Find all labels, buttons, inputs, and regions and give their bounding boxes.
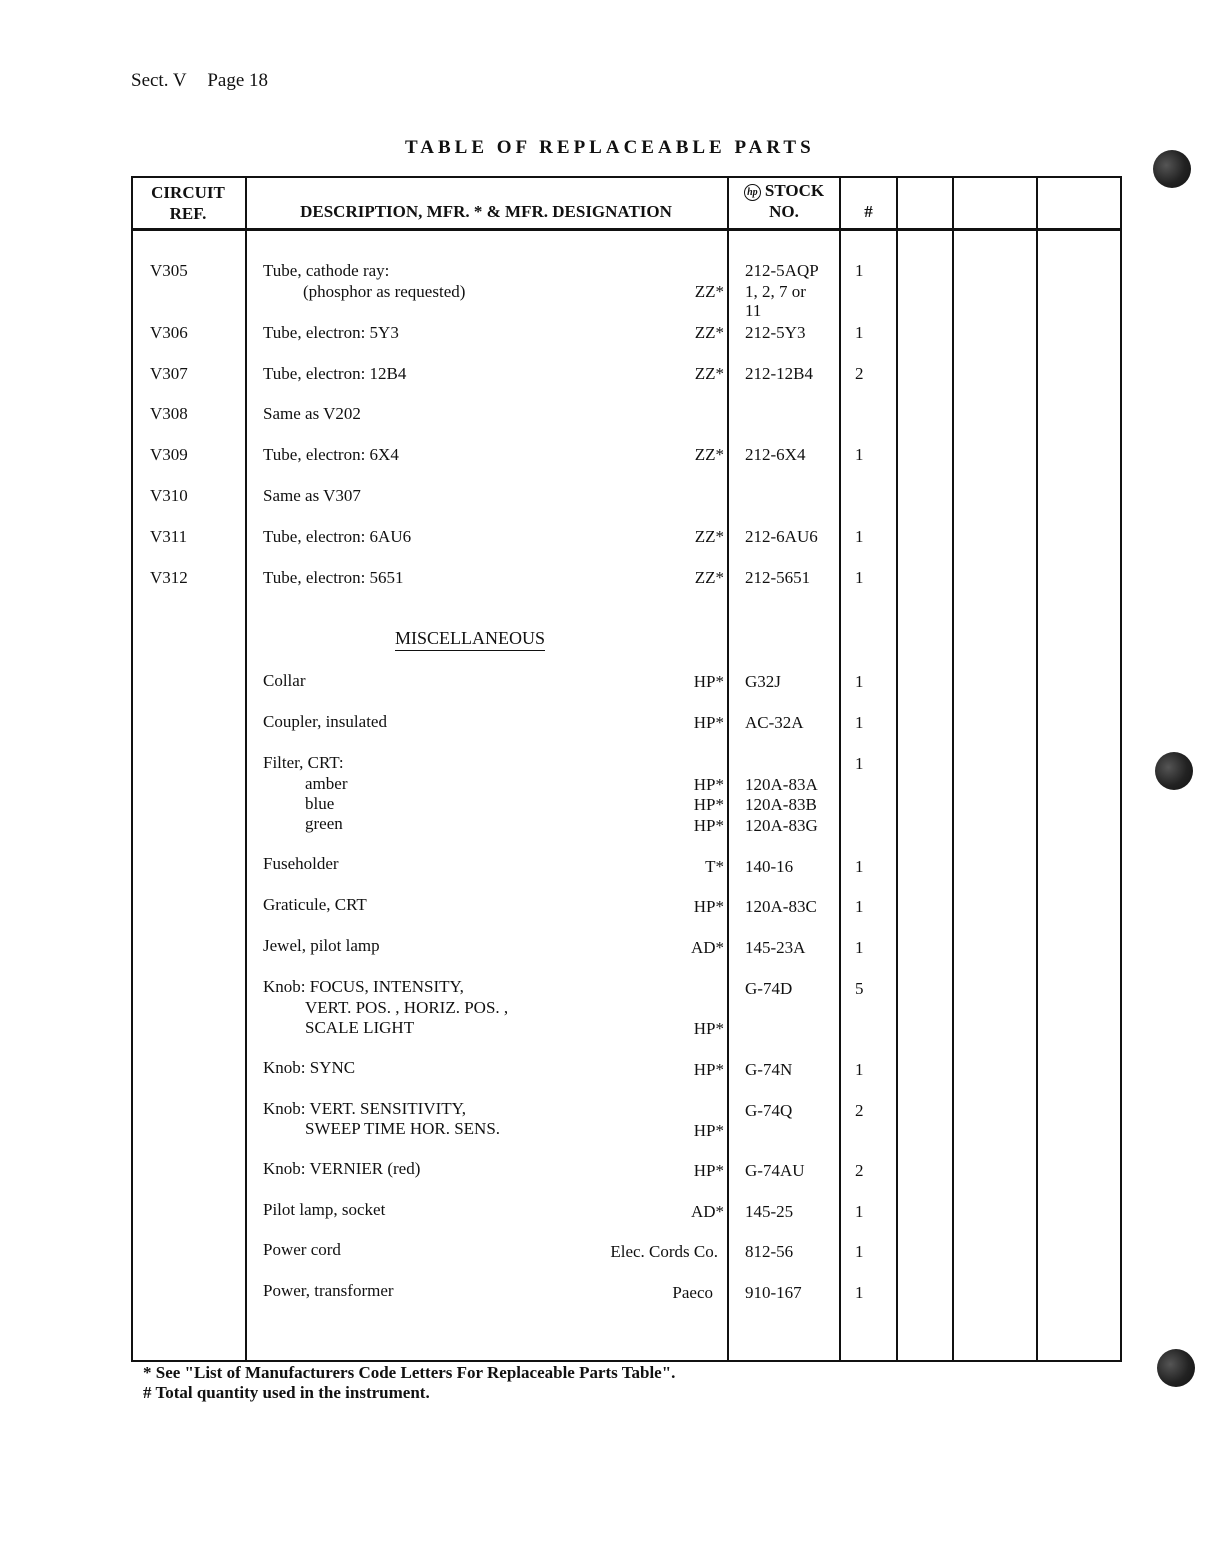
- binder-hole-icon: [1155, 752, 1193, 790]
- table-row-stock: 212-5Y3: [745, 323, 806, 342]
- table-row-qty: 2: [855, 364, 864, 383]
- list-item-mfr: Elec. Cords Co.: [610, 1242, 718, 1261]
- table-row-qty: 1: [855, 568, 864, 587]
- table-row-qty: 1: [855, 323, 864, 342]
- table-row-mfr: ZZ*: [694, 527, 724, 546]
- list-item-qty: 1: [855, 1060, 864, 1079]
- list-item-mfr: HP*: [693, 672, 724, 691]
- list-item-desc: Knob: SYNC: [263, 1058, 356, 1077]
- list-item-desc: blue: [305, 794, 335, 813]
- table-row-stock: 212-6X4: [745, 445, 806, 464]
- list-item-desc: Knob: VERNIER (red): [263, 1159, 421, 1178]
- column-divider: [245, 176, 247, 1362]
- list-item-mfr: AD*: [690, 938, 724, 957]
- header-quantity: #: [864, 202, 873, 221]
- table-row-mfr: ZZ*: [694, 445, 724, 464]
- footnote-manufacturers: * See "List of Manufacturers Code Letters For Replaceable Parts Table".: [143, 1363, 676, 1382]
- list-item-desc: VERT. POS. , HORIZ. POS. ,: [305, 998, 509, 1017]
- list-item-stock: G-74D: [745, 979, 793, 998]
- list-item-stock: 120A-83B: [745, 795, 817, 814]
- list-item-mfr: HP*: [693, 775, 724, 794]
- table-row-ref: V311: [150, 527, 188, 546]
- table-row-ref: V308: [150, 404, 188, 423]
- list-item-mfr: HP*: [693, 795, 724, 814]
- list-item-qty: 1: [855, 713, 864, 732]
- list-item-mfr: HP*: [693, 1121, 724, 1140]
- column-divider: [727, 176, 729, 1362]
- list-item-stock: 120A-83A: [745, 775, 818, 794]
- table-row-desc: (phosphor as requested): [303, 282, 466, 301]
- list-item-desc: Jewel, pilot lamp: [263, 936, 380, 955]
- column-divider: [896, 176, 898, 1362]
- list-item-desc: Power cord: [263, 1240, 341, 1259]
- list-item-stock: 120A-83G: [745, 816, 818, 835]
- table-row-qty: 1: [855, 445, 864, 464]
- list-item-mfr: T*: [705, 857, 724, 876]
- list-item-stock: 145-23A: [745, 938, 806, 957]
- header-divider: [131, 228, 1122, 231]
- table-row-ref: V307: [150, 364, 188, 383]
- list-item-qty: 1: [855, 938, 864, 957]
- table-row-stock: 212-6AU6: [745, 527, 818, 546]
- table-row-stock: 212-12B4: [745, 364, 813, 383]
- table-row-desc: Same as V202: [263, 404, 361, 423]
- list-item-desc: Collar: [263, 671, 306, 690]
- table-row-ref: V305: [150, 261, 188, 280]
- list-item-mfr: HP*: [693, 713, 724, 732]
- list-item-desc: SCALE LIGHT: [305, 1018, 415, 1037]
- table-row-desc: Tube, electron: 12B4: [263, 364, 407, 383]
- list-item-desc: Knob: FOCUS, INTENSITY,: [263, 977, 464, 996]
- list-item-mfr: HP*: [693, 1019, 724, 1038]
- list-item-qty: 5: [855, 979, 864, 998]
- table-row-desc: Tube, electron: 6X4: [263, 445, 399, 464]
- table-row-qty: 1: [855, 261, 864, 280]
- list-item-stock: 812-56: [745, 1242, 794, 1261]
- list-item-stock: G-74N: [745, 1060, 793, 1079]
- list-item-desc: Fuseholder: [263, 854, 339, 873]
- table-row-mfr: ZZ*: [694, 568, 724, 587]
- column-divider: [952, 176, 954, 1362]
- header-description: DESCRIPTION, MFR. * & MFR. DESIGNATION: [300, 202, 672, 221]
- list-item-desc: green: [305, 814, 343, 833]
- table-row-ref: V312: [150, 568, 188, 587]
- table-row-desc: Tube, cathode ray:: [263, 261, 390, 280]
- table-row-ref: V309: [150, 445, 188, 464]
- list-item-desc: amber: [305, 774, 348, 793]
- table-row-ref: V306: [150, 323, 188, 342]
- table-row-desc: Tube, electron: 5651: [263, 568, 404, 587]
- page-header: [131, 70, 284, 92]
- list-item-qty: 2: [855, 1161, 864, 1180]
- table-row-mfr: ZZ*: [694, 282, 724, 301]
- table-row-stock: 212-5AQP: [745, 261, 819, 280]
- list-item-mfr: AD*: [690, 1202, 724, 1221]
- list-item-stock: G32J: [745, 672, 781, 691]
- header-circuit-ref: CIRCUIT REF.: [151, 183, 225, 223]
- section-heading-miscellaneous: MISCELLANEOUS: [395, 628, 545, 651]
- list-item-mfr: Paeco: [672, 1283, 713, 1302]
- list-item-stock: G-74AU: [745, 1161, 805, 1180]
- table-row-stock: 1, 2, 7 or: [745, 282, 806, 301]
- list-item-qty: 1: [855, 1283, 864, 1302]
- header-stock-no: hp STOCK NO.: [729, 180, 839, 222]
- list-item-desc: Knob: VERT. SENSITIVITY,: [263, 1099, 466, 1118]
- list-item-desc: Coupler, insulated: [263, 712, 387, 731]
- hp-logo-icon: hp: [744, 184, 761, 201]
- list-item-qty: 1: [855, 754, 864, 773]
- page-number: Page 18: [207, 70, 269, 91]
- table-row-stock: 11: [745, 301, 762, 320]
- list-item-mfr: HP*: [693, 1060, 724, 1079]
- list-item-qty: 1: [855, 857, 864, 876]
- page-title: TABLE OF REPLACEABLE PARTS: [405, 137, 815, 158]
- list-item-qty: 1: [855, 1202, 864, 1221]
- list-item-stock: AC-32A: [745, 713, 804, 732]
- list-item-desc: Power, transformer: [263, 1281, 394, 1300]
- list-item-qty: 1: [855, 897, 864, 916]
- list-item-stock: 120A-83C: [745, 897, 817, 916]
- list-item-desc: Filter, CRT:: [263, 753, 344, 772]
- table-row-stock: 212-5651: [745, 568, 811, 587]
- column-divider: [1036, 176, 1038, 1362]
- list-item-mfr: HP*: [693, 816, 724, 835]
- list-item-qty: 2: [855, 1101, 864, 1120]
- list-item-stock: 910-167: [745, 1283, 802, 1302]
- list-item-qty: 1: [855, 672, 864, 691]
- list-item-qty: 1: [855, 1242, 864, 1261]
- list-item-stock: 140-16: [745, 857, 794, 876]
- list-item-stock: G-74Q: [745, 1101, 793, 1120]
- section-label: Sect. V: [131, 70, 187, 91]
- column-divider: [839, 176, 841, 1362]
- table-row-ref: V310: [150, 486, 188, 505]
- footnote-total-quantity: # Total quantity used in the instrument.: [143, 1383, 430, 1402]
- list-item-mfr: HP*: [693, 1161, 724, 1180]
- table-row-mfr: ZZ*: [694, 364, 724, 383]
- list-item-desc: Pilot lamp, socket: [263, 1200, 386, 1219]
- list-item-desc: Graticule, CRT: [263, 895, 367, 914]
- list-item-desc: SWEEP TIME HOR. SENS.: [305, 1119, 501, 1138]
- list-item-mfr: HP*: [693, 897, 724, 916]
- table-row-desc: Tube, electron: 5Y3: [263, 323, 399, 342]
- table-row-qty: 1: [855, 527, 864, 546]
- list-item-stock: 145-25: [745, 1202, 794, 1221]
- table-row-desc: Tube, electron: 6AU6: [263, 527, 412, 546]
- binder-hole-icon: [1157, 1349, 1195, 1387]
- table-row-desc: Same as V307: [263, 486, 361, 505]
- binder-hole-icon: [1153, 150, 1191, 188]
- table-row-mfr: ZZ*: [694, 323, 724, 342]
